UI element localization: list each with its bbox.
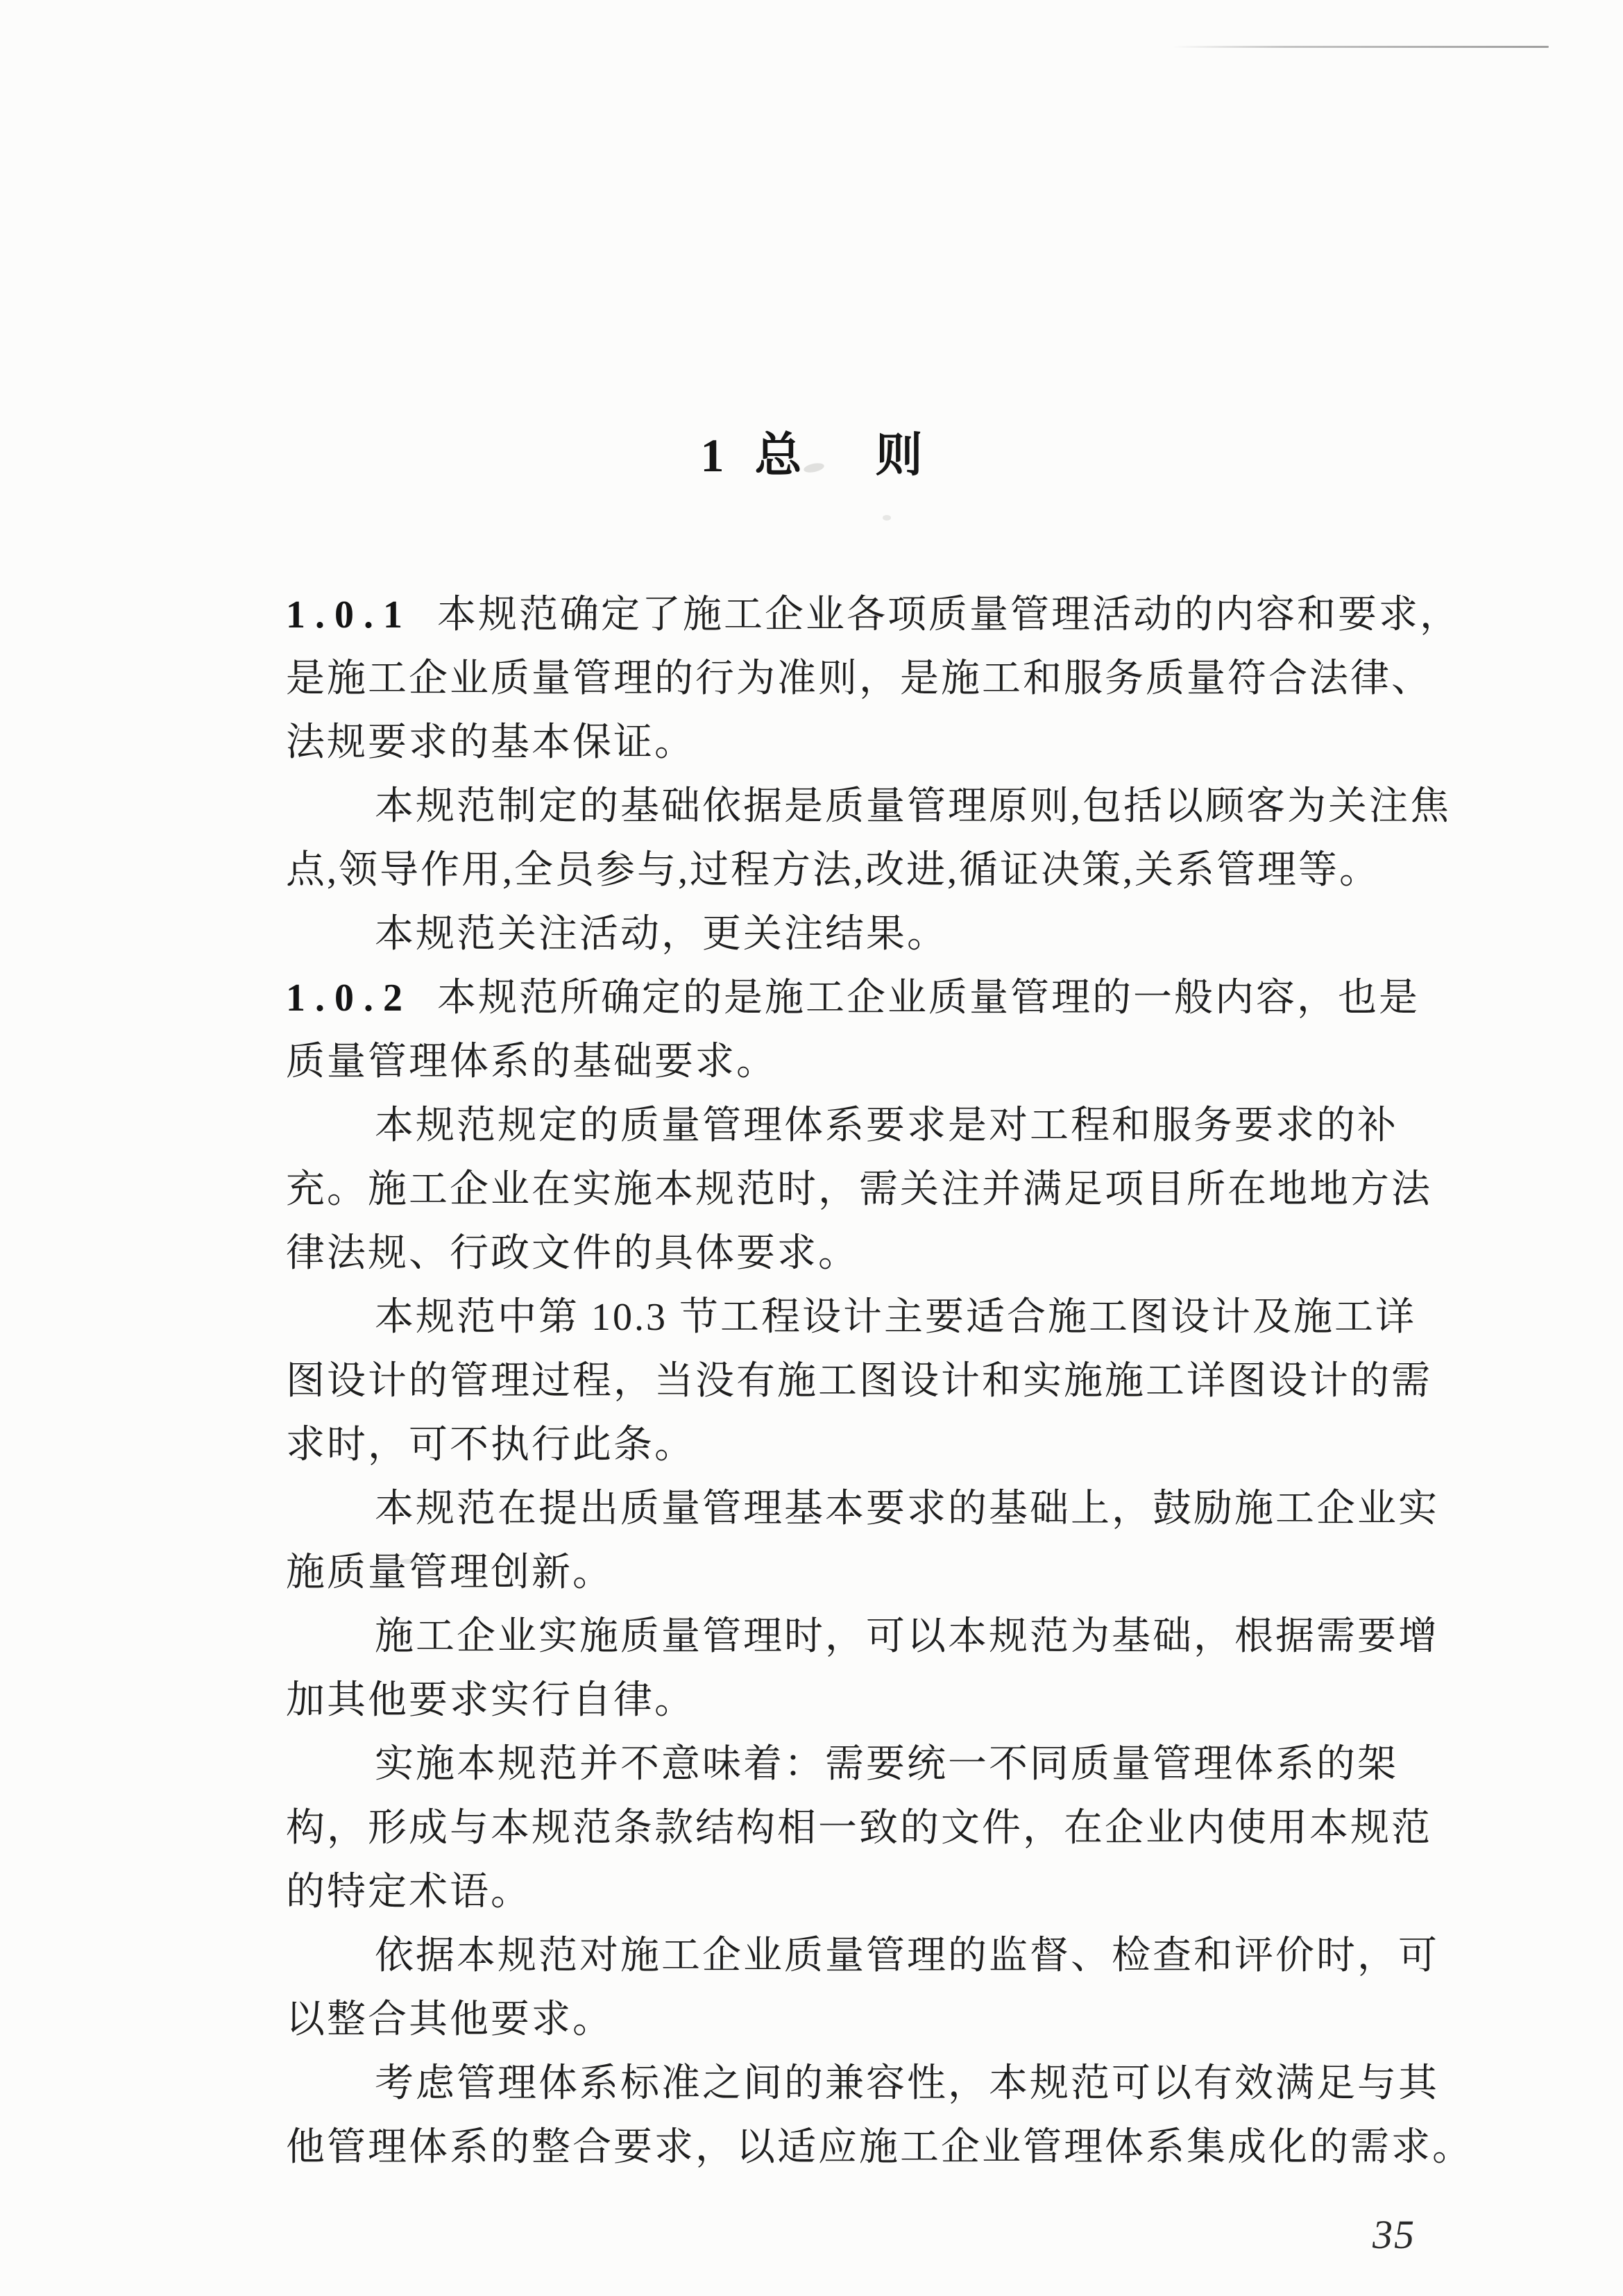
line-text: 是施工企业质量管理的行为准则，是施工和服务质量符合法律、 <box>286 657 1432 700</box>
text-line <box>286 838 1465 902</box>
text-line <box>286 1541 1465 1605</box>
line-text: 构，形成与本规范条款结构相一致的文件，在企业内使用本规范 <box>286 1807 1432 1850</box>
chapter-title <box>0 426 1623 484</box>
text-line <box>286 1732 1465 1796</box>
text-line <box>286 1796 1465 1860</box>
line-text: 以整合其他要求。 <box>286 1998 613 2041</box>
text-line <box>286 647 1465 711</box>
text-line <box>286 1094 1465 1158</box>
text-line <box>286 711 1465 775</box>
text-line <box>286 1924 1465 1988</box>
text-line <box>286 1860 1465 1924</box>
line-text: 点,领导作用,全员参与,过程方法,改进,循证决策,关系管理等。 <box>286 849 1380 892</box>
line-text: 图设计的管理过程，当没有施工图设计和实施施工详图设计的需 <box>286 1360 1432 1403</box>
line-text: 本规范关注活动，更关注结果。 <box>375 913 948 956</box>
text-line <box>286 1988 1465 2052</box>
line-text: 本规范规定的质量管理体系要求是对工程和服务要求的补 <box>375 1104 1398 1147</box>
text-line <box>286 1669 1465 1732</box>
line-text: 充。施工企业在实施本规范时，需关注并满足项目所在地地方法 <box>286 1168 1432 1211</box>
text-line <box>286 902 1465 966</box>
line-text: 的特定术语。 <box>286 1871 532 1914</box>
line-text: 法规要求的基本保证。 <box>286 721 695 764</box>
chapter-title-char-1: 总 <box>754 429 802 482</box>
text-line <box>286 966 1465 1030</box>
clause-number: 1.0.1 <box>286 593 412 636</box>
text-line <box>286 1349 1465 1413</box>
scan-artifact-speck <box>883 515 891 521</box>
chapter-number: 1 <box>700 429 724 482</box>
line-text: 他管理体系的整合要求，以适应施工企业管理体系集成化的需求。 <box>286 2126 1473 2169</box>
line-text: 加其他要求实行自律。 <box>286 1679 695 1722</box>
line-text: 考虑管理体系标准之间的兼容性，本规范可以有效满足与其 <box>375 2062 1439 2105</box>
line-text: 施工企业实施质量管理时，可以本规范为基础，根据需要增 <box>375 1615 1439 1658</box>
text-line <box>286 1605 1465 1669</box>
chapter-title-char-2: 则 <box>875 429 923 482</box>
line-text: 本规范所确定的是施工企业质量管理的一般内容，也是 <box>437 977 1420 1020</box>
line-text: 本规范在提出质量管理基本要求的基础上，鼓励施工企业实 <box>375 1487 1439 1530</box>
line-text: 本规范中第 10.3 节工程设计主要适合施工图设计及施工详 <box>375 1296 1416 1339</box>
line-text: 施质量管理创新。 <box>286 1551 613 1594</box>
line-text: 质量管理体系的基础要求。 <box>286 1040 777 1083</box>
text-line <box>286 1477 1465 1541</box>
body-text <box>286 583 1473 2179</box>
line-text: 本规范确定了施工企业各项质量管理活动的内容和要求， <box>437 593 1461 636</box>
text-line <box>286 1285 1465 1349</box>
line-text: 求时，可不执行此条。 <box>286 1424 695 1467</box>
text-line <box>286 1222 1465 1285</box>
text-line <box>286 583 1465 647</box>
line-text: 依据本规范对施工企业质量管理的监督、检查和评价时，可 <box>375 1934 1439 1977</box>
text-line <box>286 1158 1465 1222</box>
text-line <box>286 2052 1465 2116</box>
text-line <box>286 1030 1465 1094</box>
clause-number: 1.0.2 <box>286 977 412 1020</box>
text-line <box>286 2116 1473 2179</box>
line-text: 本规范制定的基础依据是质量管理原则,包括以顾客为关注焦 <box>375 785 1451 828</box>
text-line <box>286 1413 1465 1477</box>
line-text: 实施本规范并不意味着：需要统一不同质量管理体系的架 <box>375 1743 1398 1786</box>
scan-artifact-line <box>1173 46 1549 48</box>
page-number: 35 <box>1373 2212 1416 2257</box>
text-line <box>286 775 1465 838</box>
line-text: 律法规、行政文件的具体要求。 <box>286 1232 859 1275</box>
